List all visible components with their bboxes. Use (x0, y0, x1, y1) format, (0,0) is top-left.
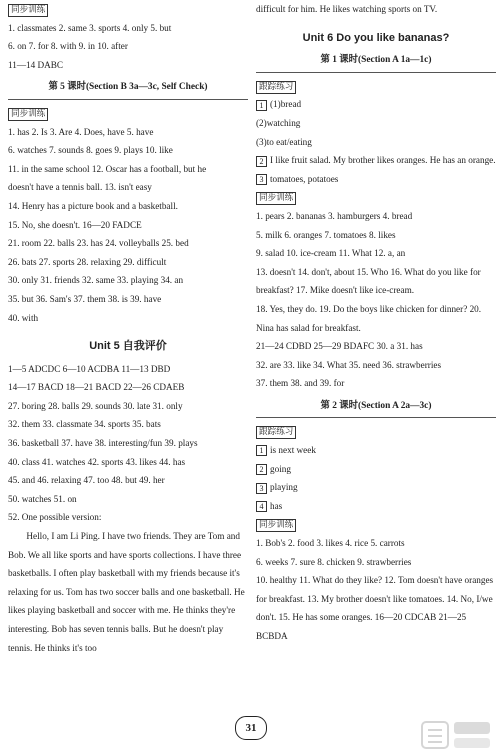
answer-line: 40. with (8, 312, 39, 323)
section-tag: 同步训练 (256, 192, 296, 205)
unit-title: Unit 5 自我评价 (89, 340, 167, 353)
answer-line: 14. Henry has a picture book and a basketball. (8, 200, 178, 211)
answer-line: 9. salad 10. ice-cream 11. What 12. a, an (256, 248, 406, 259)
answer-line: going (270, 463, 291, 474)
answer-line: 6. weeks 7. sure 8. chicken 9. strawberries (256, 556, 412, 567)
answer-line: 11. in the same school 12. Oscar has a football, but he (8, 163, 207, 174)
section-tag: 同步训练 (256, 519, 296, 532)
lesson-heading: 第 2 课时(Section A 2a—3c) (320, 400, 432, 411)
item-number-box: 1 (256, 100, 267, 111)
answer-line: 18. Yes, they do. 19. Do the boys like chicken for dinner? 20. Nina has salad for breakfast. (256, 303, 482, 333)
answer-line: 15. No, she doesn't. 16—20 FADCE (8, 219, 142, 230)
answer-line: 6. on 7. for 8. with 9. in 10. after (8, 41, 128, 52)
answer-line: 45. and 46. relaxing 47. too 48. but 49. her (8, 475, 165, 486)
answer-line: 40. class 41. watches 42. sports 43. likes 44. has (8, 456, 186, 467)
right-column (256, 0, 496, 646)
answer-line: 21—24 CDBD 25—29 BDAFC 30. a 31. has (256, 341, 423, 352)
answer-line: 1. classmates 2. same 3. sports 4. only 5. but (8, 22, 172, 33)
item-number-box: 3 (256, 174, 267, 185)
answer-line: 13. doesn't 14. don't, about 15. Who 16. What do you like for breakfast? 17. Mike doesn't like ice-cream. (256, 266, 481, 296)
answer-line: doesn't have a tennis ball. 13. isn't easy (8, 182, 152, 193)
answer-line: 5. milk 6. oranges 7. tomatoes 8. likes (256, 229, 396, 240)
answer-line: 6. watches 7. sounds 8. goes 9. plays 10. like (8, 145, 173, 156)
answer-line: 36. basketball 37. have 38. interesting/fun 39. plays (8, 438, 198, 449)
answer-line: difficult for him. He likes watching sports on TV. (256, 4, 438, 14)
answer-line: tomatoes, potatoes (270, 173, 339, 184)
page-number: 31 (235, 716, 267, 740)
answer-line: 1—5 ADCDC 6—10 ACDBA 11—13 DBD (8, 363, 171, 374)
essay-paragraph: Hello, I am Li Ping. I have two friends. They are Tom and Bob. We all like sports and have sports collections. I have three basketballs. I often play basketball with my friends because it's relaxing for us. Tom has two soccer balls and one basketball. He likes playing basketball and soccer with me. He thinks they're interesting. Bob has seven tennis balls. But he doesn't play tennis. He thinks it's too (8, 531, 245, 653)
answer-line: 30. only 31. friends 32. same 33. playing 34. an (8, 275, 184, 286)
answer-line: 10. healthy 11. What do they like? 12. Tom doesn't have oranges for breakfast. 13. My brother doesn't like tomatoes. 14. No, I/we don't. 15. He has some oranges. 16—20 CDCAB 21—25 BCBDA (256, 575, 494, 641)
item-number-box: 4 (256, 501, 267, 512)
answer-line: 52. One possible version: (8, 512, 102, 523)
left-column (8, 0, 248, 657)
answer-line: (2)watching (256, 117, 301, 128)
answer-line: 26. bats 27. sports 28. relaxing 29. difficult (8, 256, 167, 267)
unit-title: Unit 6 Do you like bananas? (302, 31, 450, 44)
section-tag: 跟踪练习 (256, 426, 296, 439)
section-tag: 跟踪练习 (256, 81, 296, 94)
item-number-box: 2 (256, 464, 267, 475)
answer-line: 1. pears 2. bananas 3. hamburgers 4. bread (256, 210, 413, 221)
answer-line: (1)bread (270, 99, 302, 110)
divider (8, 99, 248, 100)
answer-line: 27. boring 28. balls 29. sounds 30. late 31. only (8, 400, 183, 411)
item-number-box: 1 (256, 445, 267, 456)
answer-line: 1. Bob's 2. food 3. likes 4. rice 5. carrots (256, 538, 405, 549)
section-tag: 同步训练 (8, 4, 48, 17)
lesson-heading: 第 1 课时(Section A 1a—1c) (320, 55, 432, 66)
divider (256, 417, 496, 418)
item-number-box: 3 (256, 483, 267, 494)
answer-line: I like fruit salad. My brother likes oranges. He has an orange. (270, 155, 496, 166)
answer-line: (3)to eat/eating (256, 136, 312, 147)
divider (256, 72, 496, 73)
answer-line: 50. watches 51. on (8, 493, 77, 504)
answer-line: 32. them 33. classmate 34. sports 35. bats (8, 419, 161, 430)
answer-line: 32. are 33. like 34. What 35. need 36. strawberries (256, 359, 442, 370)
answer-line: is next week (270, 445, 316, 456)
answer-line: 14—17 BACD 18—21 BACD 22—26 CDAEB (8, 382, 185, 393)
answer-line: 1. has 2. Is 3. Are 4. Does, have 5. have (8, 126, 154, 137)
watermark-logo-icon (420, 718, 494, 752)
answer-line: 37. them 38. and 39. for (256, 378, 345, 389)
answer-line: 21. room 22. balls 23. has 24. volleyballs 25. bed (8, 238, 189, 249)
lesson-heading: 第 5 课时(Section B 3a—3c, Self Check) (48, 82, 208, 93)
answer-line: 11—14 DABC (8, 59, 64, 70)
section-tag: 同步训练 (8, 108, 48, 121)
answer-line: 35. but 36. Sam's 37. them 38. is 39. have (8, 293, 162, 304)
answer-line: has (270, 500, 283, 511)
item-number-box: 2 (256, 156, 267, 167)
answer-line: playing (270, 482, 298, 493)
